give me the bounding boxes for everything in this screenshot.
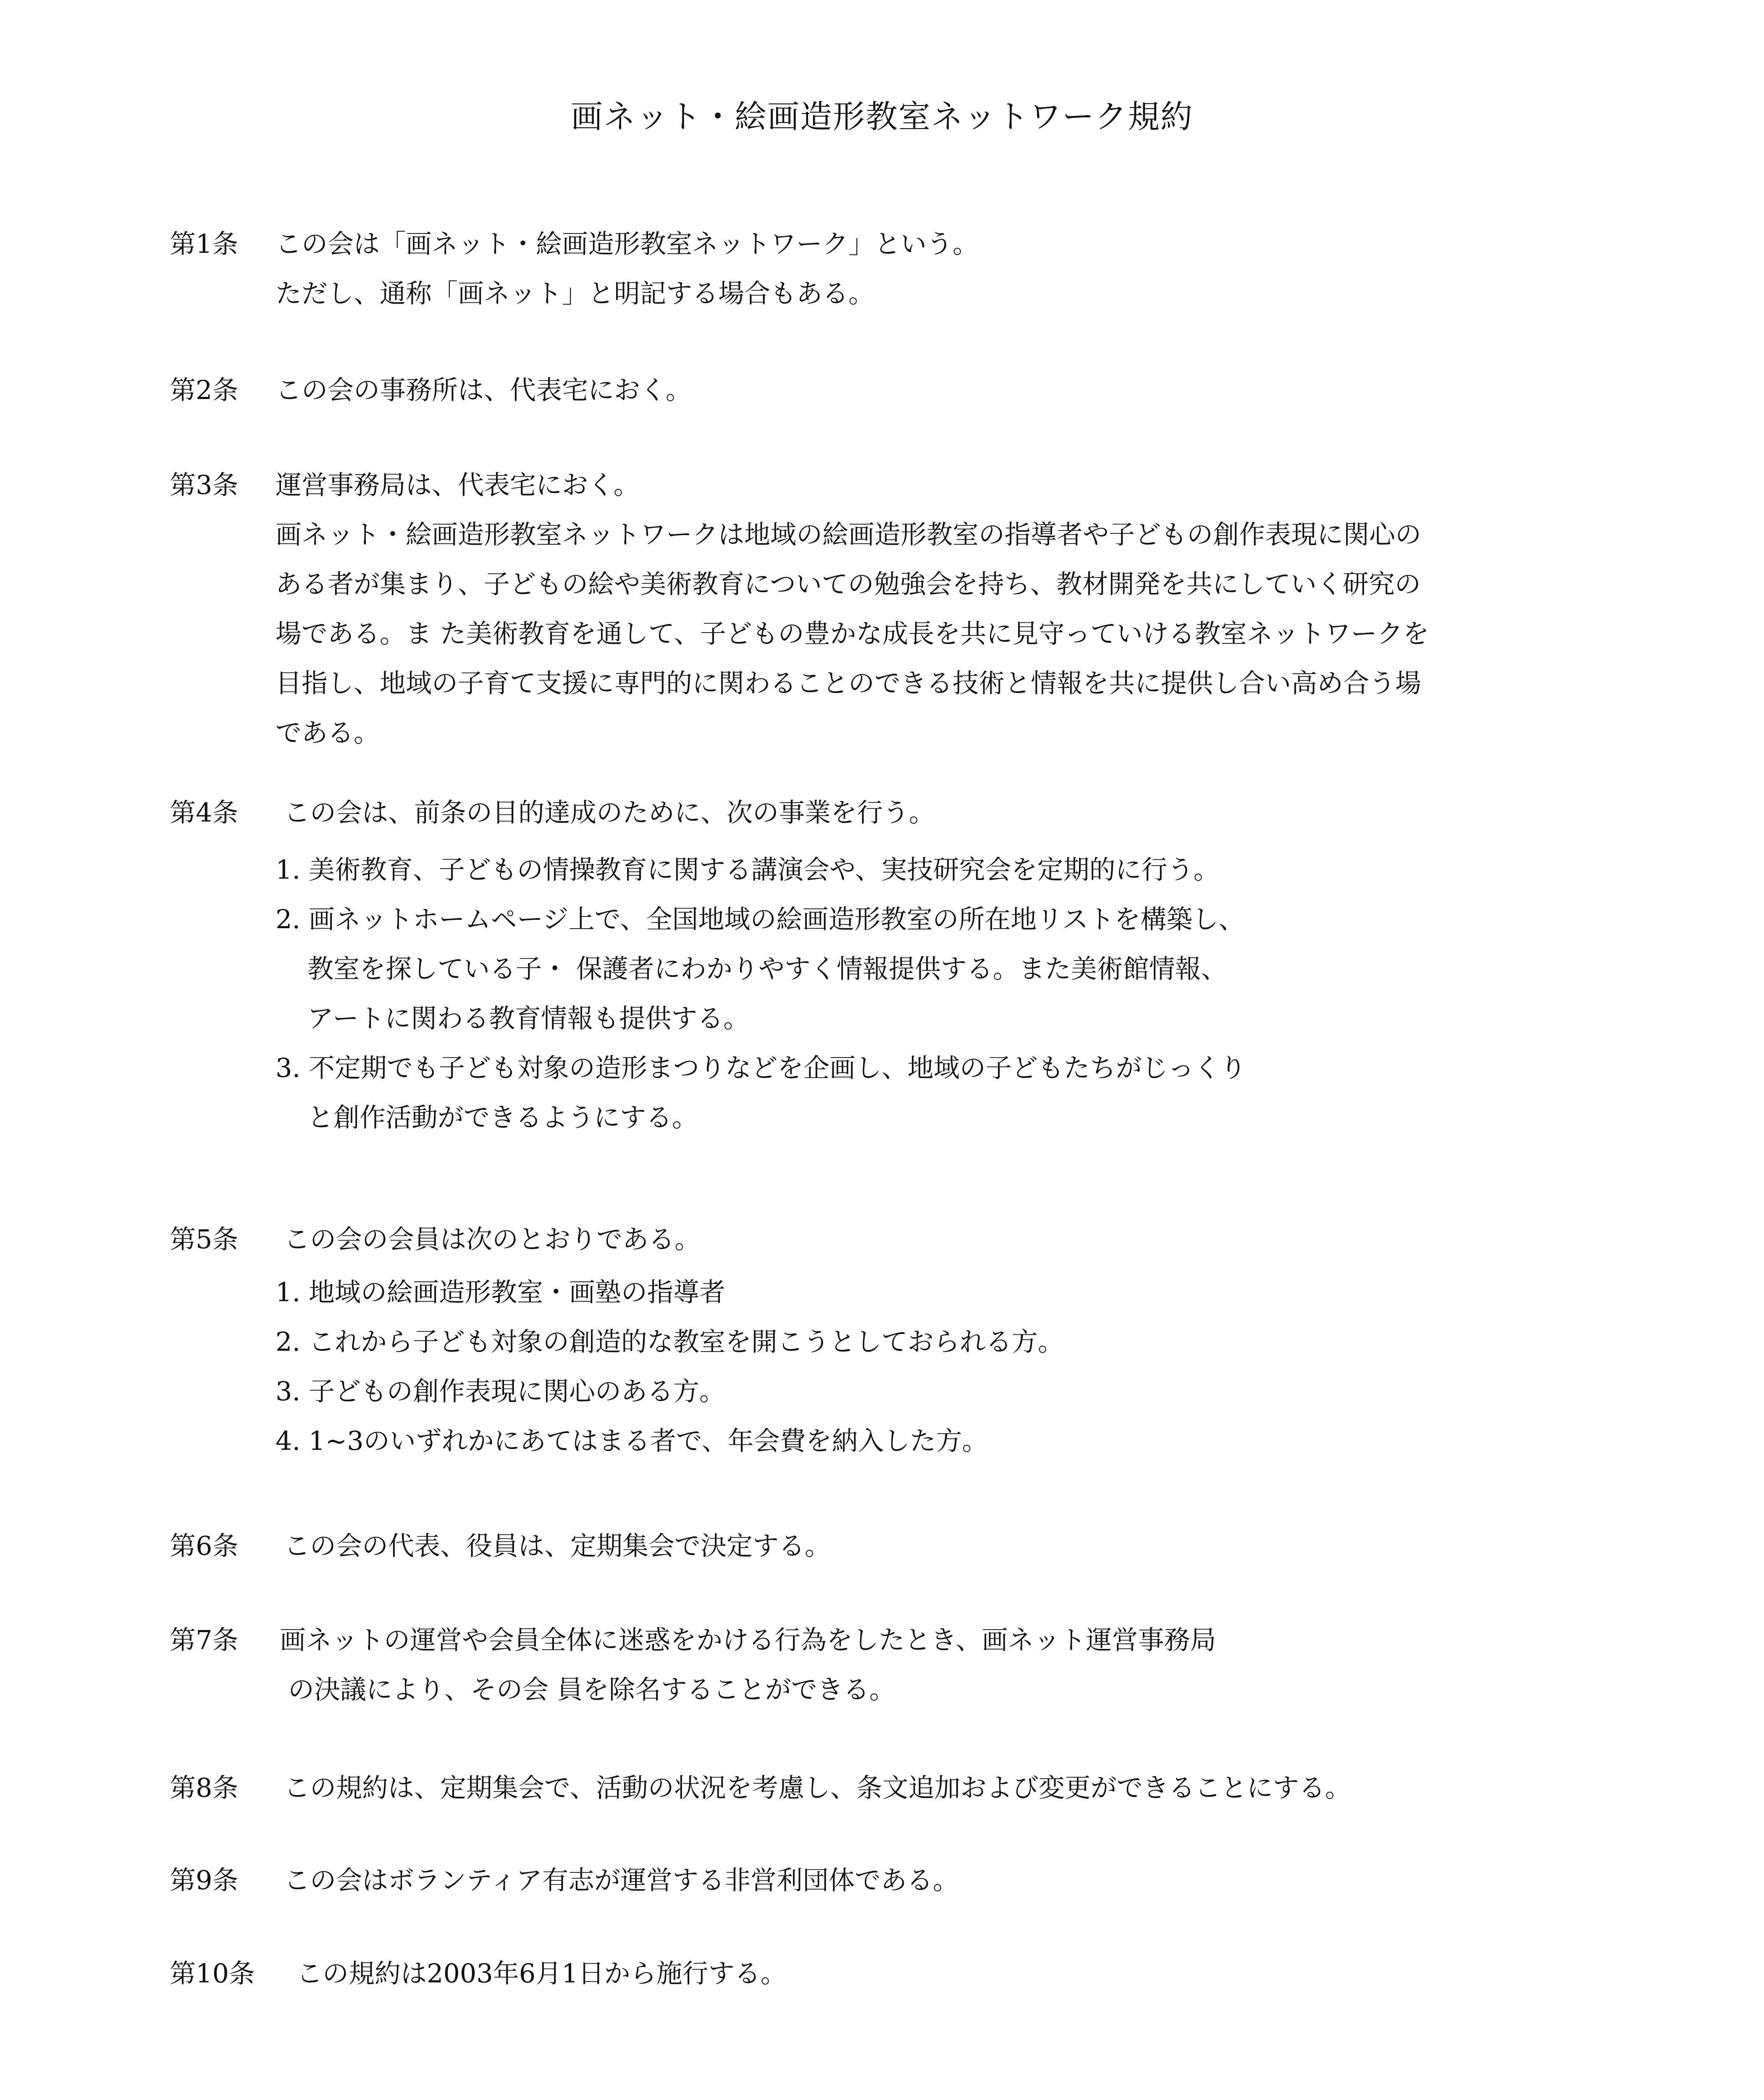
article-list-item-cont: アートに関わる教育情報も提供する。 <box>307 1003 750 1034</box>
article-list-item: 1. 美術教育、子どもの情操教育に関する講演会や、実技研究会を定期的に行う。 <box>276 854 1220 885</box>
article-number: 第1条 <box>170 228 239 259</box>
document-title: 画ネット・絵画造形教室ネットワーク規約 <box>571 98 1193 135</box>
article-text: の決議により、その会 員を除名することができる。 <box>288 1674 895 1705</box>
article-number: 第8条 <box>170 1772 239 1803</box>
article-list-item: 2. 画ネットホームページ上で、全国地域の絵画造形教室の所在地リストを構築し、 <box>276 904 1245 934</box>
article-number: 第3条 <box>170 470 239 500</box>
article-text: ある者が集まり、子どもの絵や美術教育についての勉強会を持ち、教材開発を共にしていく研究の <box>276 569 1421 599</box>
article-list-item: 2. これから子ども対象の創造的な教室を開こうとしておられる方。 <box>276 1326 1064 1357</box>
article-list-item: 1. 地域の絵画造形教室・画塾の指導者 <box>276 1277 725 1307</box>
article-text: この規約は、定期集会で、活動の状況を考慮し、条文追加および変更ができることにする。 <box>284 1772 1351 1803</box>
article-number: 第9条 <box>170 1865 239 1895</box>
article-text: この会の代表、役員は、定期集会で決定する。 <box>284 1530 831 1561</box>
article-list-item-cont: と創作活動ができるようにする。 <box>307 1102 698 1133</box>
article-text: この会はボランティア有志が運営する非営利団体である。 <box>284 1865 959 1895</box>
article-text: この会は「画ネット・絵画造形教室ネットワーク」という。 <box>276 228 979 259</box>
article-list-item: 3. 不定期でも子ども対象の造形まつりなどを企画し、地域の子どもたちがじっくり <box>276 1053 1246 1083</box>
article-text: 運営事務局は、代表宅におく。 <box>276 470 640 500</box>
article-text: この会の会員は次のとおりである。 <box>284 1224 701 1255</box>
article-text: 画ネット・絵画造形教室ネットワークは地域の絵画造形教室の指導者や子どもの創作表現に関心の <box>276 519 1422 550</box>
article-text: 場である。ま た美術教育を通して、子どもの豊かな成長を共に見守っていける教室ネットワークを <box>276 618 1429 649</box>
article-list-item-cont: 教室を探している子・ 保護者にわかりやすく情報提供する。また美術館情報、 <box>307 953 1227 984</box>
article-number: 第6条 <box>170 1530 239 1561</box>
article-number: 第4条 <box>170 797 239 828</box>
article-text: ただし、通称「画ネット」と明記する場合もある。 <box>276 278 875 309</box>
article-number: 第7条 <box>170 1625 239 1655</box>
article-list-item: 4. 1~3のいずれかにあてはまる者で、年会費を納入した方。 <box>276 1425 988 1456</box>
article-text: 画ネットの運営や会員全体に迷惑をかける行為をしたとき、画ネット運営事務局 <box>280 1625 1216 1655</box>
article-text: この規約は2003年6月1日から施行する。 <box>297 1958 787 1989</box>
article-text: この会の事務所は、代表宅におく。 <box>276 375 692 405</box>
article-number: 第10条 <box>170 1958 255 1989</box>
article-number: 第2条 <box>170 375 239 405</box>
article-list-item: 3. 子どもの創作表現に関心のある方。 <box>276 1376 725 1407</box>
article-text: 目指し、地域の子育て支援に専門的に関わることのできる技術と情報を共に提供し合い高め合う場 <box>276 668 1422 698</box>
article-text: この会は、前条の目的達成のために、次の事業を行う。 <box>284 797 935 828</box>
article-text: である。 <box>276 717 380 748</box>
article-number: 第5条 <box>170 1224 239 1255</box>
